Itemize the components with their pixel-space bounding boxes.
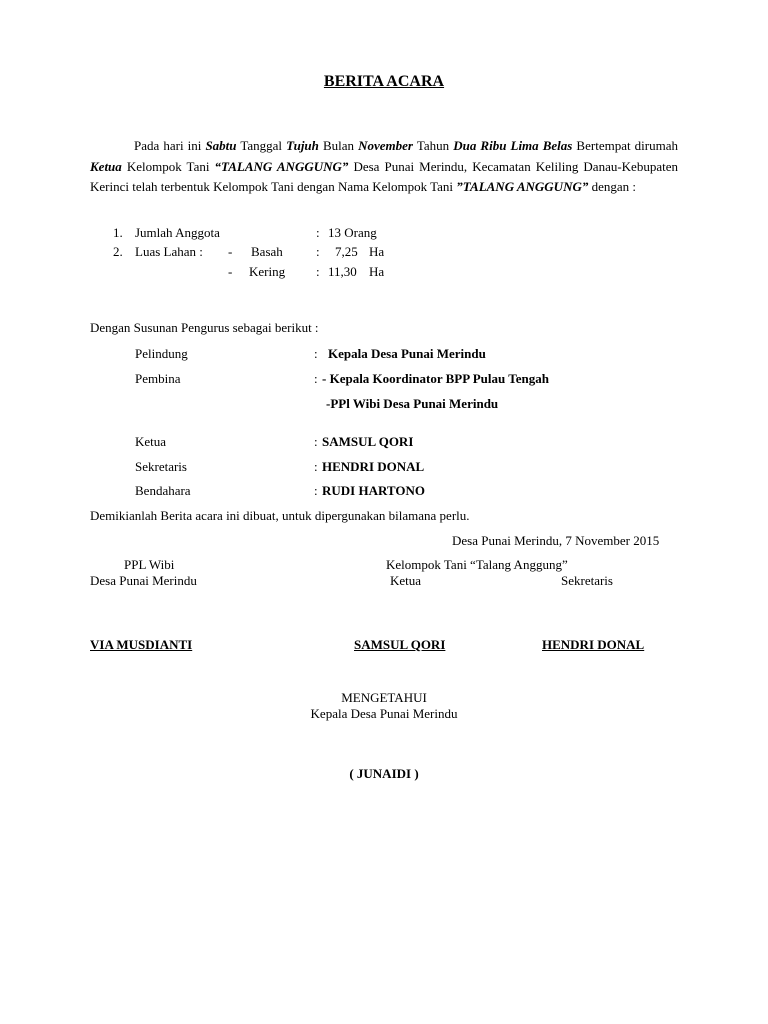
role-label-pelindung: Pelindung <box>135 346 188 361</box>
role-colon: : <box>314 483 318 498</box>
detail-number-1: 1. <box>113 225 123 240</box>
opening-text: dengan : <box>588 179 637 194</box>
role-value-pembina-1: - Kepala Koordinator BPP Pulau Tengah <box>322 371 549 386</box>
detail-sub-basah: Basah <box>251 244 283 259</box>
role-label-bendahara: Bendahara <box>135 483 191 498</box>
opening-text: Kelompok Tani <box>121 158 215 174</box>
approval-role: Kepala Desa Punai Merindu <box>310 706 458 721</box>
role-value-pembina-2: -PPl Wibi Desa Punai Merindu <box>326 396 499 411</box>
opening-text: Tanggal <box>236 138 287 153</box>
role-value-sekretaris: HENDRI DONAL <box>322 459 425 474</box>
opening-month: November <box>358 138 413 153</box>
opening-text: Bertempat dirumah <box>572 138 678 153</box>
detail-colon: : <box>316 264 320 279</box>
opening-paragraph <box>90 136 678 198</box>
detail-colon: : <box>316 244 320 259</box>
detail-label-luas: Luas Lahan : <box>135 244 203 259</box>
signer-ppl-title: PPL Wibi <box>124 557 175 572</box>
detail-dash: - <box>228 244 233 259</box>
detail-value-kering: 11,30 <box>328 264 357 279</box>
detail-unit: Ha <box>369 244 385 259</box>
approval-name: ( JUNAIDI ) <box>349 766 419 781</box>
detail-dash: - <box>228 264 233 279</box>
approval-label: MENGETAHUI <box>341 690 427 705</box>
detail-unit: Ha <box>369 264 385 279</box>
opening-text: Desa Punai Merindu, Kecamatan Keliling Danau-Kebupaten Kerinci telah terbentuk Kelompok Tani dengan Nama Kelompok Tani <box>90 158 678 194</box>
closing-statement: Demikianlah Berita acara ini dibuat, untuk dipergunakan bilamana perlu. <box>90 508 470 523</box>
signer-role-ketua: Ketua <box>390 573 422 588</box>
opening-year: Dua Ribu Lima Belas <box>453 138 573 153</box>
role-colon: : <box>314 371 318 386</box>
structure-intro: Dengan Susunan Pengurus sebagai berikut : <box>90 320 319 335</box>
role-value-bendahara: RUDI HARTONO <box>322 483 425 498</box>
role-colon: : <box>314 346 318 361</box>
role-label-pembina: Pembina <box>135 371 181 386</box>
opening-text: Pada hari ini <box>134 138 206 153</box>
role-label-ketua: Ketua <box>135 434 167 449</box>
role-value-ketua: SAMSUL QORI <box>322 434 414 449</box>
detail-colon: : <box>316 225 320 240</box>
detail-value-anggota: 13 Orang <box>328 225 377 240</box>
signer-ppl-place: Desa Punai Merindu <box>90 573 197 588</box>
detail-label-anggota: Jumlah Anggota <box>135 225 220 240</box>
role-colon: : <box>314 459 318 474</box>
opening-group-name-2: ”TALANG ANGGUNG” <box>456 179 589 194</box>
opening-text: Bulan <box>318 138 359 153</box>
role-value-pelindung: Kepala Desa Punai Merindu <box>328 346 486 361</box>
signature-name-ppl: VIA MUSDIANTI <box>90 637 193 652</box>
detail-sub-kering: Kering <box>249 264 286 279</box>
opening-text: Tahun <box>412 138 454 153</box>
role-label-sekretaris: Sekretaris <box>135 459 187 474</box>
opening-group-name: “TALANG ANGGUNG” <box>214 158 349 174</box>
signature-name-ketua: SAMSUL QORI <box>354 637 446 652</box>
opening-date: Tujuh <box>286 138 319 153</box>
opening-place: Ketua <box>90 158 122 174</box>
detail-number-2: 2. <box>113 244 123 259</box>
signature-name-sekretaris: HENDRI DONAL <box>542 637 645 652</box>
role-colon: : <box>314 434 318 449</box>
opening-day: Sabtu <box>205 138 237 153</box>
document-title: BERITA ACARA <box>323 73 445 90</box>
detail-value-basah: 7,25 <box>335 244 358 259</box>
place-date: Desa Punai Merindu, 7 November 2015 <box>452 533 660 548</box>
signer-group-name: Kelompok Tani “Talang Anggung” <box>386 557 568 572</box>
signer-role-sekretaris: Sekretaris <box>561 573 613 588</box>
